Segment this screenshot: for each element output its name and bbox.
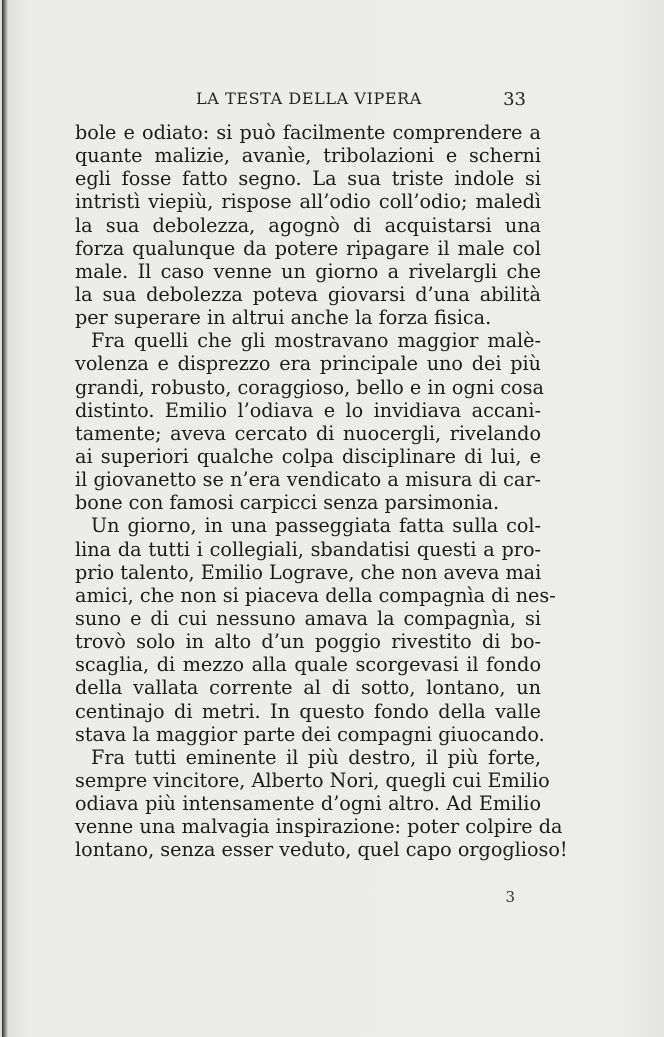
text-line: quante malizie, avanìe, tribolazioni e scherni [75, 144, 541, 168]
text-line: il giovanetto se n’era vendicato a misura di car- [75, 468, 541, 492]
text-line: intristì viepiù, rispose all’odio coll’odio; maledì [75, 190, 541, 214]
text-line: ai superiori qualche colpa disciplinare di lui, e [75, 444, 541, 468]
text-line: egli fosse fatto segno. La sua triste indole si [75, 167, 541, 191]
text-line: male. Il caso venne un giorno a rivelargli che [75, 259, 541, 283]
text-line: odiava più intensamente d’ogni altro. Ad Emilio [75, 792, 541, 816]
text-line: centinajo di metri. In questo fondo della valle [75, 699, 541, 723]
text-line: prio talento, Emilio Lograve, che non aveva mai [75, 560, 542, 584]
binding-edge [2, 0, 8, 1037]
text-line: venne una malvagia inspirazione: poter colpire da [75, 815, 563, 839]
text-line: Fra tutti eminente il più destro, il più forte, [91, 745, 541, 769]
text-line: bone con famosi carpicci senza parsimonia. [75, 491, 500, 515]
running-title: LA TESTA DELLA VIPERA [196, 89, 422, 108]
text-line: stava la maggior parte dei compagni giuocando. [75, 722, 545, 746]
text-line: Fra quelli che gli mostravano maggior malè- [91, 329, 541, 353]
text-line: grandi, robusto, coraggioso, bello e in ogni cosa [75, 375, 544, 399]
text-line: scaglia, di mezzo alla quale scorgevasi il fondo [75, 653, 541, 677]
text-line: distinto. Emilio l’odiava e lo invidiava accani- [75, 398, 541, 422]
running-head [75, 87, 535, 117]
text-line: suno e di cui nessuno amava la compagnìa, si [75, 606, 541, 630]
text-line: sempre vincitore, Alberto Nori, quegli cui Emilio [75, 768, 550, 792]
text-line: la sua debolezza, agognò di acquistarsi una [75, 213, 541, 237]
text-line: della vallata corrente al di sotto, lontano, un [75, 676, 541, 700]
text-line: per superare in altrui anche la forza fisica. [75, 306, 492, 330]
signature-mark: 3 [505, 888, 515, 906]
text-line: tamente; aveva cercato di nuocergli, rivelando [75, 421, 541, 445]
text-line: la sua debolezza poteva giovarsi d’una abilità [75, 282, 541, 306]
text-line: trovò solo in alto d’un poggio rivestito di bo- [75, 630, 541, 654]
text-line: bole e odiato: si può facilmente comprendere a [75, 121, 541, 144]
text-line: lontano, senza esser veduto, quel capo orgoglioso! [75, 838, 568, 862]
page-number: 33 [503, 89, 526, 110]
text-line: amici, che non si piaceva della compagnìa di nes- [75, 583, 556, 607]
text-line: forza qualunque da potere ripagare il male col [75, 236, 541, 260]
body-text [75, 121, 568, 862]
text-line: volenza e disprezzo era principale uno dei più [75, 352, 541, 376]
text-line: Un giorno, in una passeggiata fatta sulla col- [91, 514, 541, 538]
text-line: lina da tutti i collegiali, sbandatisi questi a pro- [75, 537, 541, 561]
